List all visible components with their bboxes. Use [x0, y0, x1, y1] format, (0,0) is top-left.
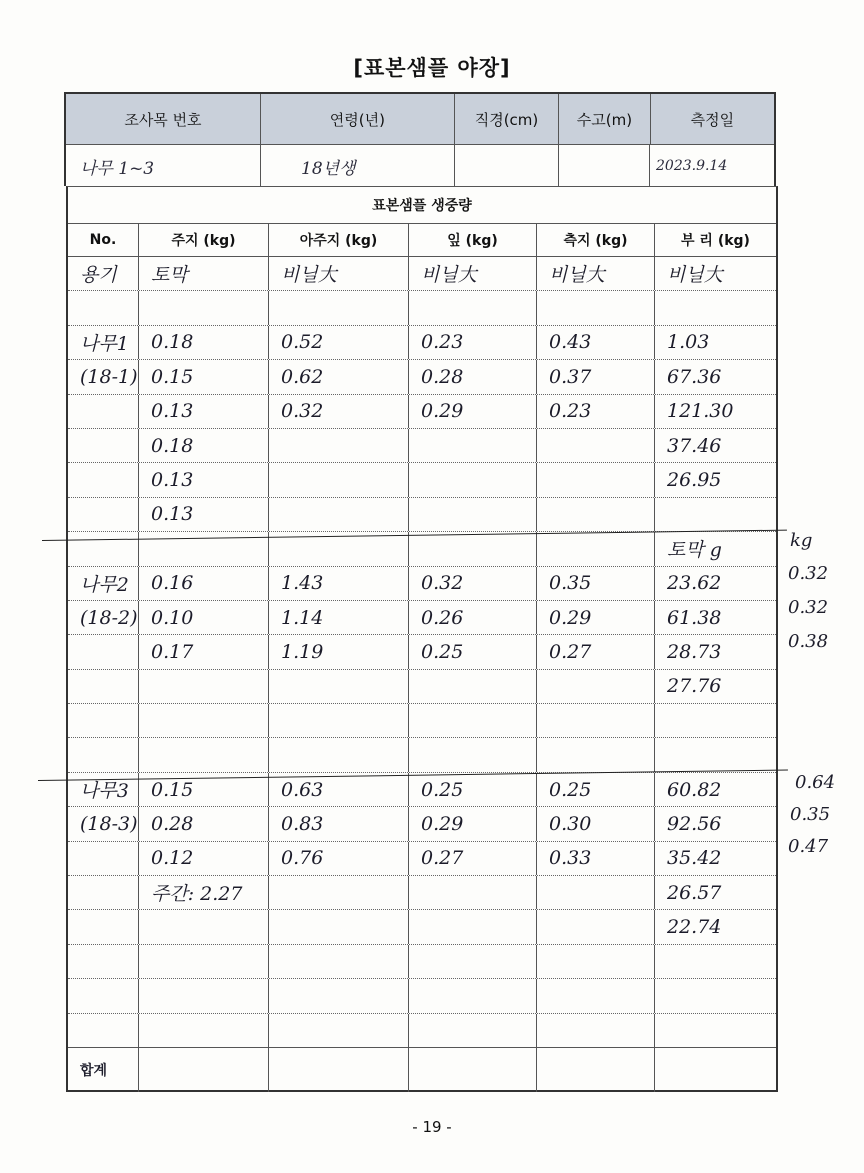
table-row	[68, 670, 776, 704]
cell-root	[655, 945, 776, 978]
header-values-row	[66, 145, 774, 187]
cell-main-branch: 0.16	[139, 567, 269, 600]
cell-no: 용기	[68, 257, 139, 290]
cell-sub-branch: 0.62	[269, 360, 409, 393]
table-row	[68, 1014, 776, 1048]
cell-main-branch	[139, 704, 269, 737]
header-labels-row	[66, 94, 774, 145]
cell-leaf: 0.23	[409, 326, 537, 359]
cell-no	[68, 429, 139, 462]
cell-side-branch: 0.29	[537, 601, 655, 634]
cell-leaf	[409, 876, 537, 909]
cell-leaf	[409, 910, 537, 943]
cell-sub-branch: 1.19	[269, 635, 409, 668]
cell-leaf: 0.29	[409, 807, 537, 840]
cell-sub-branch	[269, 463, 409, 496]
cell-root	[655, 1048, 776, 1092]
cell-side-branch	[537, 979, 655, 1012]
cell-side-branch: 0.27	[537, 635, 655, 668]
header-value-height	[559, 145, 650, 187]
cell-leaf	[409, 670, 537, 703]
cell-no: (18-1)	[68, 360, 139, 393]
col-header-main-branch: 주지 (kg)	[139, 224, 269, 256]
cell-no	[68, 670, 139, 703]
cell-no	[68, 395, 139, 428]
cell-main-branch: 0.13	[139, 395, 269, 428]
cell-sub-branch	[269, 498, 409, 531]
cell-main-branch: 0.15	[139, 773, 269, 806]
cell-sub-branch: 1.14	[269, 601, 409, 634]
header-label-height: 수고(m)	[559, 94, 650, 144]
column-header-row	[68, 224, 776, 257]
cell-side-branch: 0.25	[537, 773, 655, 806]
table-row	[68, 429, 776, 463]
cell-no: 나무3	[68, 773, 139, 806]
cell-side-branch	[537, 463, 655, 496]
cell-no: 합계	[68, 1048, 139, 1092]
cell-root: 26.57	[667, 881, 722, 904]
side-note-value: 0.47	[788, 836, 829, 857]
cell-root: 토막 g	[667, 539, 722, 562]
table-row	[68, 738, 776, 772]
cell-side-branch	[537, 429, 655, 462]
cell-sub-branch: 0.63	[269, 773, 409, 806]
cell-sub-branch: 0.76	[269, 842, 409, 875]
cell-root	[655, 291, 776, 324]
side-note-value: 0.64	[795, 772, 836, 793]
cell-sub-branch	[269, 738, 409, 771]
cell-main-branch	[139, 1048, 269, 1092]
cell-leaf: 0.27	[409, 842, 537, 875]
table-row	[68, 979, 776, 1013]
cell-sub-branch: 0.52	[269, 326, 409, 359]
data-grid	[68, 257, 776, 1092]
col-header-no: No.	[68, 224, 139, 256]
cell-main-branch	[139, 945, 269, 978]
side-note-value: 0.35	[790, 804, 831, 825]
cell-main-branch: 0.13	[139, 498, 269, 531]
cell-sub-branch	[269, 1048, 409, 1092]
header-label-age: 연령(년)	[261, 94, 455, 144]
cell-root: 28.73	[667, 640, 722, 663]
table-row	[68, 257, 776, 291]
cell-main-branch	[139, 670, 269, 703]
table-row	[68, 360, 776, 394]
cell-root: 37.46	[667, 434, 722, 457]
cell-side-branch	[537, 876, 655, 909]
cell-root: 1.03	[667, 331, 710, 354]
col-header-root: 부 리 (kg)	[681, 233, 750, 249]
cell-root: 121.30	[667, 400, 734, 423]
cell-side-branch	[537, 670, 655, 703]
cell-main-branch: 토막	[139, 257, 269, 290]
cell-side-branch: 0.37	[537, 360, 655, 393]
cell-no	[68, 910, 139, 943]
cell-sub-branch	[269, 945, 409, 978]
cell-side-branch: 0.30	[537, 807, 655, 840]
table-row	[68, 567, 776, 601]
cell-leaf	[409, 463, 537, 496]
header-value-tree-no: 나무 1~3	[66, 145, 261, 187]
table-row	[68, 291, 776, 325]
cell-root	[655, 1014, 776, 1047]
cell-no	[68, 291, 139, 324]
header-label-tree-no: 조사목 번호	[66, 94, 261, 144]
cell-root	[655, 704, 776, 737]
cell-no	[68, 1014, 139, 1047]
cell-sub-branch	[269, 670, 409, 703]
cell-main-branch	[139, 1014, 269, 1047]
side-note-value: 0.32	[788, 563, 829, 584]
cell-leaf: 0.25	[409, 635, 537, 668]
cell-leaf	[409, 979, 537, 1012]
cell-sub-branch: 1.43	[269, 567, 409, 600]
cell-no	[68, 635, 139, 668]
cell-main-branch	[139, 979, 269, 1012]
cell-main-branch: 0.13	[139, 463, 269, 496]
cell-root	[655, 738, 776, 771]
cell-side-branch	[537, 738, 655, 771]
cell-leaf	[409, 945, 537, 978]
cell-main-branch	[139, 910, 269, 943]
cell-sub-branch	[269, 704, 409, 737]
cell-leaf	[409, 498, 537, 531]
header-value-diameter	[455, 145, 559, 187]
cell-no	[68, 945, 139, 978]
cell-root: 23.62	[667, 572, 722, 595]
cell-sub-branch: 비닐大	[269, 257, 409, 290]
cell-leaf: 비닐大	[409, 257, 537, 290]
cell-leaf: 0.26	[409, 601, 537, 634]
cell-root: 27.76	[667, 675, 722, 698]
cell-no	[68, 738, 139, 771]
cell-no	[68, 463, 139, 496]
cell-leaf	[409, 1048, 537, 1092]
cell-root	[655, 979, 776, 1012]
side-unit-label: kg	[790, 530, 813, 551]
table-row	[68, 326, 776, 360]
cell-no	[68, 498, 139, 531]
cell-no: 나무2	[68, 567, 139, 600]
cell-sub-branch: 0.83	[269, 807, 409, 840]
cell-main-branch: 0.17	[139, 635, 269, 668]
sample-table	[66, 186, 778, 1092]
cell-root: 비닐大	[667, 264, 723, 287]
cell-leaf: 0.28	[409, 360, 537, 393]
cell-main-branch: 0.10	[139, 601, 269, 634]
cell-main-branch: 0.18	[139, 429, 269, 462]
header-label-diameter: 직경(cm)	[455, 94, 559, 144]
table-row	[68, 635, 776, 669]
cell-sub-branch	[269, 876, 409, 909]
header-value-age: 18년생	[261, 145, 455, 187]
cell-side-branch: 0.43	[537, 326, 655, 359]
cell-leaf: 0.25	[409, 773, 537, 806]
table-subtitle: 표본샘플 생중량	[68, 187, 776, 224]
cell-side-branch	[537, 910, 655, 943]
table-row	[68, 807, 776, 841]
cell-side-branch: 0.23	[537, 395, 655, 428]
table-row	[68, 601, 776, 635]
cell-root: 60.82	[667, 778, 722, 801]
cell-root: 26.95	[667, 469, 722, 492]
cell-main-branch	[139, 291, 269, 324]
cell-no: 나무1	[68, 326, 139, 359]
cell-leaf	[409, 738, 537, 771]
cell-side-branch	[537, 1014, 655, 1047]
page-number: - 19 -	[412, 1118, 452, 1136]
cell-root: 61.38	[667, 606, 722, 629]
cell-side-branch	[537, 945, 655, 978]
table-row	[68, 910, 776, 944]
cell-leaf	[409, 532, 537, 565]
cell-main-branch: 0.18	[139, 326, 269, 359]
table-row	[68, 842, 776, 876]
cell-root	[655, 498, 776, 531]
header-table	[64, 92, 776, 186]
cell-sub-branch	[269, 1014, 409, 1047]
cell-side-branch: 0.35	[537, 567, 655, 600]
side-note-value: 0.32	[788, 597, 829, 618]
cell-no	[68, 979, 139, 1012]
table-row	[68, 945, 776, 979]
cell-side-branch	[537, 498, 655, 531]
cell-no	[68, 842, 139, 875]
cell-sub-branch	[269, 291, 409, 324]
cell-root: 22.74	[667, 916, 722, 939]
header-label-date: 측정일	[690, 110, 735, 129]
cell-sub-branch	[269, 429, 409, 462]
cell-side-branch	[537, 1048, 655, 1092]
col-header-side-branch: 측지 (kg)	[537, 224, 655, 256]
cell-no: (18-2)	[68, 601, 139, 634]
cell-root: 67.36	[667, 365, 722, 388]
cell-leaf	[409, 429, 537, 462]
cell-side-branch	[537, 704, 655, 737]
cell-root: 35.42	[667, 847, 722, 870]
cell-side-branch	[537, 532, 655, 565]
cell-leaf	[409, 1014, 537, 1047]
table-row	[68, 463, 776, 497]
cell-leaf: 0.32	[409, 567, 537, 600]
col-header-sub-branch: 아주지 (kg)	[269, 224, 409, 256]
cell-leaf: 0.29	[409, 395, 537, 428]
cell-main-branch: 0.12	[139, 842, 269, 875]
table-row	[68, 498, 776, 532]
cell-main-branch: 주간: 2.27	[139, 876, 269, 909]
cell-main-branch: 0.15	[139, 360, 269, 393]
cell-main-branch	[139, 738, 269, 771]
cell-no	[68, 876, 139, 909]
cell-side-branch: 0.33	[537, 842, 655, 875]
col-header-leaf: 잎 (kg)	[409, 224, 537, 256]
side-note-value: 0.38	[788, 631, 829, 652]
cell-sub-branch	[269, 910, 409, 943]
table-row	[68, 704, 776, 738]
cell-leaf	[409, 704, 537, 737]
cell-sub-branch	[269, 979, 409, 1012]
cell-sub-branch: 0.32	[269, 395, 409, 428]
table-row	[68, 395, 776, 429]
cell-no	[68, 532, 139, 565]
cell-side-branch: 비닐大	[537, 257, 655, 290]
page-title: [표본샘플 야장]	[353, 56, 511, 80]
cell-no	[68, 704, 139, 737]
cell-root: 92.56	[667, 812, 722, 835]
table-row	[68, 1048, 776, 1092]
cell-leaf	[409, 291, 537, 324]
cell-main-branch: 0.28	[139, 807, 269, 840]
cell-side-branch	[537, 291, 655, 324]
header-value-date: 2023.9.14	[656, 158, 728, 174]
table-row	[68, 876, 776, 910]
cell-no: (18-3)	[68, 807, 139, 840]
